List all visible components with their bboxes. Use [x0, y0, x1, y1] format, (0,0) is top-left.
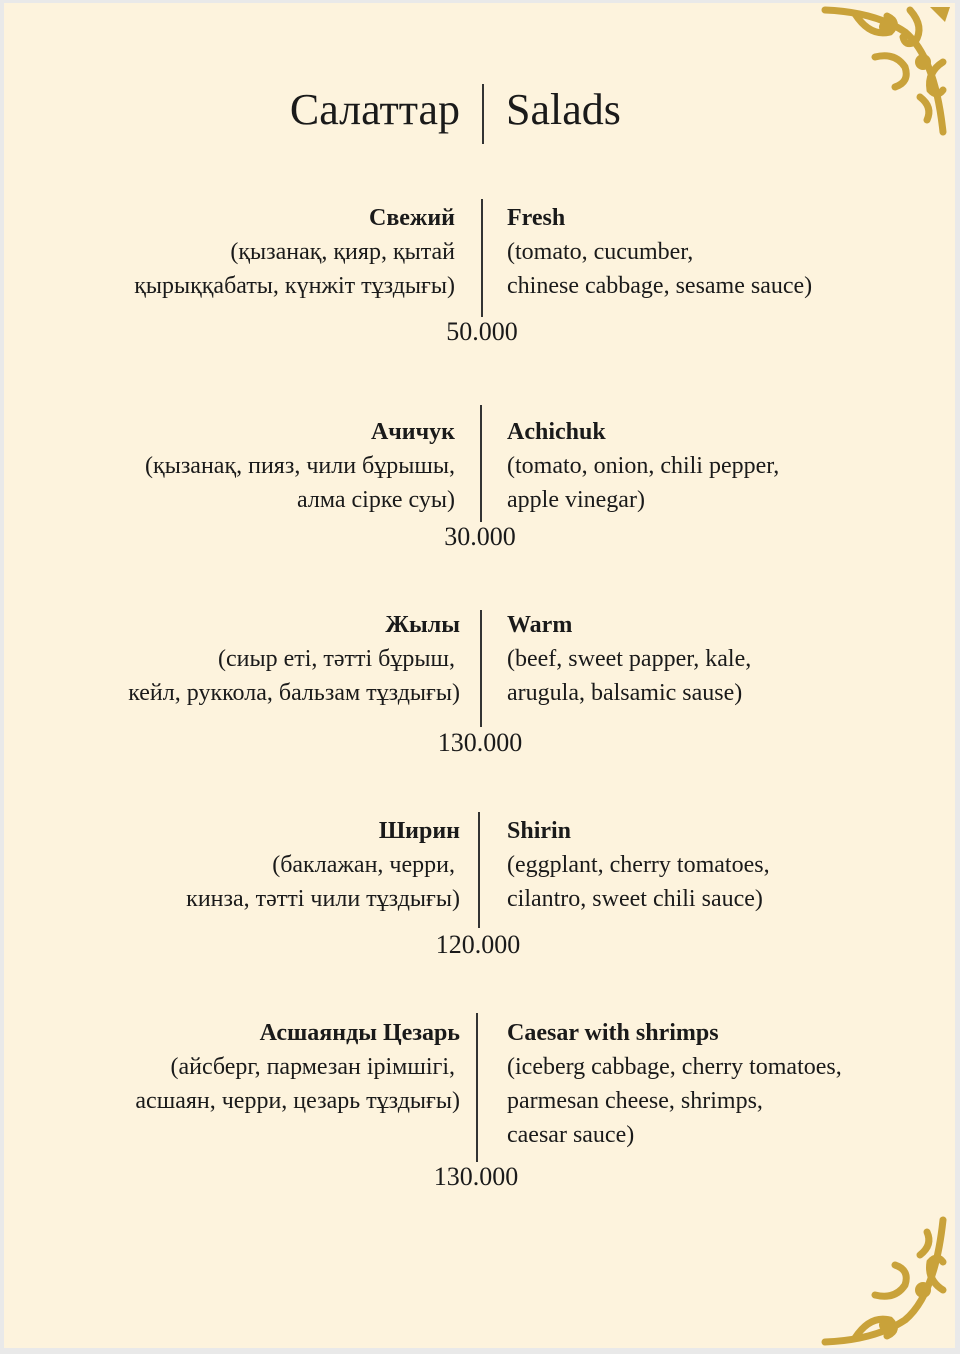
item-kazakh — [0, 201, 455, 303]
item-desc-kk: (баклажан, черри, — [272, 852, 455, 878]
item-name-kk: Ачичук — [370, 419, 455, 445]
item-price: 130.000 — [437, 728, 523, 757]
item-price: 130.000 — [433, 1162, 519, 1191]
column-divider — [476, 1013, 478, 1162]
item-desc-en: chinese cabbage, sesame sauce) — [507, 273, 813, 299]
item-kazakh — [0, 415, 455, 517]
item-english — [507, 814, 770, 916]
item-kazakh — [0, 608, 460, 710]
item-desc-kk: (сиыр еті, тәтті бұрыш, — [217, 646, 455, 672]
item-name-en: Warm — [507, 612, 573, 638]
item-name-kk: Свежий — [368, 205, 455, 231]
menu-item — [0, 201, 960, 346]
column-divider — [480, 610, 482, 727]
item-desc-en: apple vinegar) — [507, 487, 645, 513]
item-english — [507, 415, 779, 517]
item-name-en: Shirin — [507, 818, 572, 844]
item-kazakh — [0, 814, 460, 916]
item-desc-en: (eggplant, cherry tomatoes, — [507, 852, 770, 878]
column-divider — [480, 405, 482, 522]
corner-ornament-bottom-right-icon — [815, 1210, 955, 1350]
item-desc-en: (tomato, onion, chili pepper, — [507, 453, 780, 479]
page-title — [0, 82, 960, 144]
item-desc-kk: кейл, руккола, бальзам тұздығы) — [128, 680, 460, 706]
item-kazakh — [0, 1016, 460, 1118]
item-name-kk: Асшаянды Цезарь — [259, 1020, 460, 1046]
item-name-en: Caesar with shrimps — [507, 1020, 719, 1046]
item-desc-en: caesar sauce) — [507, 1122, 635, 1148]
title-english: Salads — [506, 85, 621, 134]
item-name-en: Fresh — [507, 205, 566, 231]
item-english — [507, 608, 751, 710]
item-desc-en: (beef, sweet papper, kale, — [507, 646, 752, 672]
item-desc-en: parmesan cheese, shrimps, — [507, 1088, 763, 1114]
menu-item — [0, 608, 960, 757]
item-name-en: Achichuk — [507, 419, 606, 445]
item-desc-en: arugula, balsamic sause) — [507, 680, 743, 706]
item-desc-en: (tomato, cucumber, — [507, 239, 694, 265]
item-desc-en: cilantro, sweet chili sauce) — [507, 886, 763, 912]
item-price: 30.000 — [444, 522, 516, 551]
item-desc-kk: кинза, тәтті чили тұздығы) — [186, 886, 460, 912]
menu-item — [0, 415, 960, 551]
item-price: 50.000 — [446, 317, 518, 346]
column-divider — [478, 812, 480, 928]
item-name-kk: Жылы — [385, 612, 460, 638]
item-desc-en: (iceberg cabbage, cherry tomatoes, — [507, 1054, 842, 1080]
menu-item — [0, 1016, 960, 1191]
item-desc-kk: алма сірке суы) — [296, 487, 455, 513]
title-kazakh: Салаттар — [289, 85, 460, 134]
column-divider — [481, 199, 483, 317]
item-desc-kk: (қызанақ, қияр, қытай — [230, 239, 455, 265]
item-desc-kk: асшаян, черри, цезарь тұздығы) — [135, 1088, 460, 1114]
menu-item — [0, 814, 960, 959]
item-english — [507, 1016, 842, 1152]
item-desc-kk: қырыққабаты, күнжіт тұздығы) — [134, 273, 455, 299]
item-desc-kk: (қызанақ, пияз, чили бұрышы, — [145, 453, 455, 479]
item-name-kk: Ширин — [378, 818, 460, 844]
item-desc-kk: (айсберг, пармезан ірімшігі, — [170, 1054, 455, 1080]
item-english — [507, 201, 812, 303]
item-price: 120.000 — [435, 930, 521, 959]
title-divider — [482, 84, 484, 144]
